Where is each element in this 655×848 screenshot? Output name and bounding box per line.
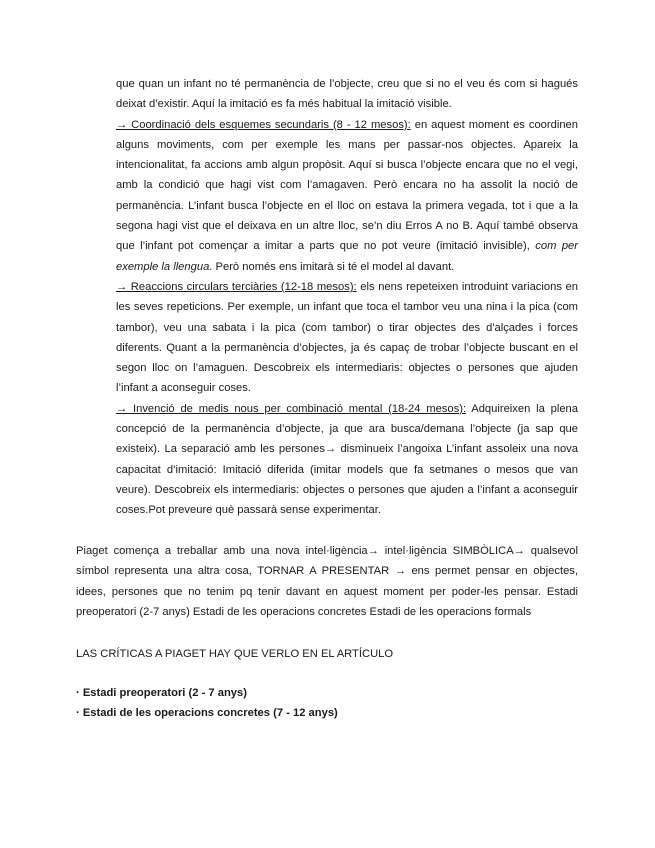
coordination-italic: com per exemple la llengua — [116, 240, 578, 273]
criticas-line: LAS CRÍTICAS A PIAGET HAY QUE VERLO EN EL ARTÍCULO — [76, 648, 394, 660]
bullet-concrete-operations: · Estadi de les operacions concretes (7 - 12 anys) — [76, 707, 338, 719]
paragraph-permanence — [116, 74, 578, 115]
tertiary-text: els nens repeteixen introduint variacions en les seves repeticions. Per exemple, un infant que toca el tambor veu una nina i la pica (com tambor), veu una sabata i la pica (com tambor) o tirar objectes des d'alçades i forces diferents. Quant a la permanència d’objectes, ja és capaç de trobar l’objecte buscant en el segon lloc on l’amaguen. Descobreix els intermediaris: objectes o persones que ajuden l’infant a aconseguir coses. — [116, 280, 578, 395]
coordination-text-1: en aquest moment es coordinen alguns moviments, com per exemple les mans per passar-nos objectes. Apareix la intencionalitat, fa accions amb algun propòsit. Aquí si busca l’objecte encara que no el vegi, amb la condició que hagi vist com l’amagaven. Però encara no ha assolit la noció de permanència. L’infant busca l’objecte en el lloc on estava la primera vegada, tot i que a la segona hagi vist que el deixava en un altre lloc, se’n diu Erros A no B. Aquí també observa que l’infant pot començar a imitar a parts que no pot veure (imitació invisible), — [116, 118, 578, 253]
mental-combination-heading: → Invenció de medis nous per combinació mental (18-24 mesos): — [116, 402, 467, 415]
piaget-block — [76, 541, 578, 622]
mental-combination-text: Adquireixen la plena concepció de la permanència d’objecte, ja que ara busca/demana l’objecte (ja sap que existeix). La separació amb les persones→ disminueix l’angoixa L’infant assoleix una nova capacitat d’imitació: Imitació diferida (imitar models que fa setmanes o mesos que van veure). Descobreix els intermediaris: objectes o persones que ajuden a l’infant a aconseguir coses.Pot preveure què passarà sense experimentar. — [116, 402, 578, 517]
piaget-paragraph: Piaget comença a treballar amb una nova intel·ligència→ intel·ligència SIMBÒLICA→ qualsevol símbol representa una altra cosa, TORNAR A PRESENTAR → ens permet pensar en objectes, idees, persones que no tenim pq tenir davant en aquest moment per poder-les pensar. Estadi preoperatori (2-7 anys) Estadi de les operacions concretes Estadi de les operacions formals — [76, 545, 578, 618]
indented-block — [116, 74, 578, 521]
coordination-text-2: . Però només ens imitarà si té el model al davant. — [209, 260, 455, 273]
paragraph-tertiary-reactions — [116, 277, 578, 399]
paragraph-permanence-text: que quan un infant no té permanència de l’objecte, creu que si no el veu és com si hagués deixat d’existir. Aquí la imitació es fa més habitual la imitació visible. — [116, 78, 578, 111]
paragraph-mental-combination — [116, 399, 578, 521]
criticas-block — [76, 644, 578, 664]
paragraph-coordination — [116, 115, 578, 277]
coordination-heading: → Coordinació dels esquemes secundaris (8 - 12 mesos): — [116, 118, 411, 131]
tertiary-heading: → Reaccions circulars terciàries (12-18 mesos): — [116, 280, 357, 293]
bullet-preoperational: · Estadi preoperatori (2 - 7 anys) — [76, 687, 247, 699]
